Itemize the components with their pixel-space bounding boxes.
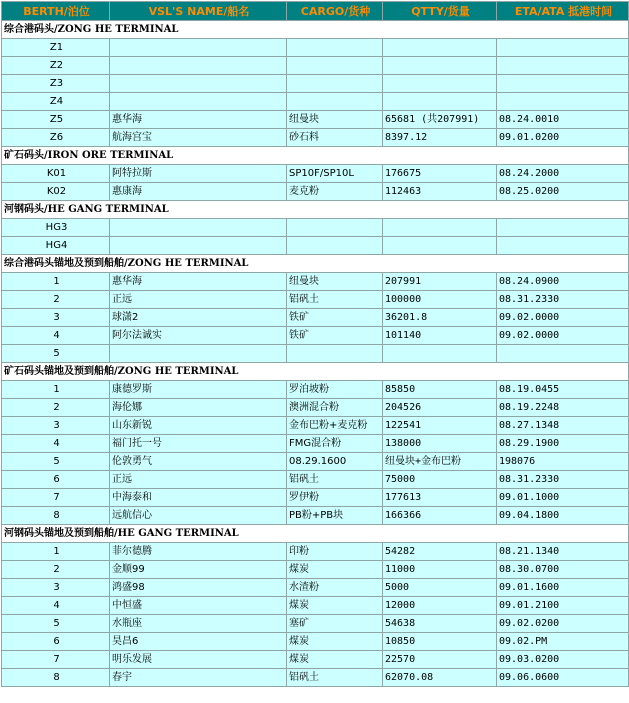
vessel-name-cell: 水瓶座 [110, 615, 287, 633]
quantity-cell: 75000 [383, 471, 497, 489]
cargo-cell: 铝矾土 [287, 291, 383, 309]
berth-cell: 7 [2, 489, 110, 507]
eta-cell: 08.24.2000 [497, 165, 629, 183]
cargo-cell: 铁矿 [287, 327, 383, 345]
eta-cell: 09.06.0600 [497, 669, 629, 687]
berth-cell: K01 [2, 165, 110, 183]
table-row [2, 309, 629, 327]
quantity-cell: 12000 [383, 597, 497, 615]
header-eta: ETA/ATA 抵港时间 [497, 2, 629, 21]
vessel-name-cell [110, 219, 287, 237]
vessel-name-cell [110, 237, 287, 255]
cargo-cell [287, 93, 383, 111]
vessel-name-cell: 菲尔德腾 [110, 543, 287, 561]
quantity-cell: 177613 [383, 489, 497, 507]
section-title: 综合港码头锚地及预到船舶/ZONG HE TERMINAL [2, 255, 629, 273]
quantity-cell: 纽曼块+金布巴粉 [383, 453, 497, 471]
berth-cell: 1 [2, 381, 110, 399]
section-header-row [2, 201, 629, 219]
berth-cell: 8 [2, 507, 110, 525]
header-cargo: CARGO/货种 [287, 2, 383, 21]
header-berth: BERTH/泊位 [2, 2, 110, 21]
eta-cell: 08.29.1900 [497, 435, 629, 453]
section-title: 河钢码头/HE GANG TERMINAL [2, 201, 629, 219]
cargo-cell: 煤炭 [287, 561, 383, 579]
berth-cell: 4 [2, 327, 110, 345]
berth-cell: 3 [2, 579, 110, 597]
eta-cell: 08.19.0455 [497, 381, 629, 399]
quantity-cell [383, 57, 497, 75]
table-row [2, 111, 629, 129]
eta-cell: 08.21.1340 [497, 543, 629, 561]
berth-cell: Z6 [2, 129, 110, 147]
eta-cell: 09.02.0000 [497, 327, 629, 345]
quantity-cell: 62070.08 [383, 669, 497, 687]
quantity-cell: 5000 [383, 579, 497, 597]
cargo-cell: 麦克粉 [287, 183, 383, 201]
quantity-cell: 8397.12 [383, 129, 497, 147]
quantity-cell [383, 345, 497, 363]
eta-cell: 08.25.0200 [497, 183, 629, 201]
table-row [2, 489, 629, 507]
table-row [2, 543, 629, 561]
berth-schedule-table [1, 1, 629, 687]
cargo-cell [287, 219, 383, 237]
quantity-cell: 85850 [383, 381, 497, 399]
quantity-cell: 22570 [383, 651, 497, 669]
berth-cell: Z2 [2, 57, 110, 75]
eta-cell: 08.24.0010 [497, 111, 629, 129]
eta-cell: 09.02.0000 [497, 309, 629, 327]
vessel-name-cell: 正远 [110, 291, 287, 309]
cargo-cell: 澳洲混合粉 [287, 399, 383, 417]
vessel-name-cell: 伦敦勇气 [110, 453, 287, 471]
section-title: 综合港码头/ZONG HE TERMINAL [2, 21, 629, 39]
quantity-cell [383, 75, 497, 93]
berth-cell: 1 [2, 273, 110, 291]
eta-cell [497, 237, 629, 255]
cargo-cell: SP10F/SP10L [287, 165, 383, 183]
cargo-cell [287, 345, 383, 363]
cargo-cell: FMG混合粉 [287, 435, 383, 453]
cargo-cell: 铁矿 [287, 309, 383, 327]
table-row [2, 597, 629, 615]
berth-cell: 8 [2, 669, 110, 687]
table-row [2, 471, 629, 489]
table-row [2, 75, 629, 93]
vessel-name-cell [110, 75, 287, 93]
quantity-cell: 122541 [383, 417, 497, 435]
header-row [2, 2, 629, 21]
table-row [2, 399, 629, 417]
cargo-cell: 煤炭 [287, 651, 383, 669]
berth-cell: 5 [2, 615, 110, 633]
vessel-name-cell: 航海宫宝 [110, 129, 287, 147]
quantity-cell: 100000 [383, 291, 497, 309]
quantity-cell: 166366 [383, 507, 497, 525]
cargo-cell [287, 39, 383, 57]
eta-cell: 09.01.0200 [497, 129, 629, 147]
quantity-cell: 207991 [383, 273, 497, 291]
quantity-cell: 65681 (共207991) [383, 111, 497, 129]
berth-cell: 2 [2, 399, 110, 417]
vessel-name-cell: 阿特拉斯 [110, 165, 287, 183]
quantity-cell: 101140 [383, 327, 497, 345]
header-quantity: QTTY/货量 [383, 2, 497, 21]
vessel-name-cell: 惠华海 [110, 111, 287, 129]
berth-cell: 4 [2, 597, 110, 615]
table-row [2, 417, 629, 435]
vessel-name-cell: 山东新锐 [110, 417, 287, 435]
vessel-name-cell: 金顺99 [110, 561, 287, 579]
section-header-row [2, 147, 629, 165]
vessel-name-cell: 球潇2 [110, 309, 287, 327]
berth-cell: 6 [2, 633, 110, 651]
table-row [2, 561, 629, 579]
table-row [2, 345, 629, 363]
berth-cell: 5 [2, 453, 110, 471]
eta-cell [497, 345, 629, 363]
eta-cell: 08.27.1348 [497, 417, 629, 435]
eta-cell: 09.03.0200 [497, 651, 629, 669]
section-header-row [2, 255, 629, 273]
vessel-name-cell: 明乐发展 [110, 651, 287, 669]
cargo-cell: 金布巴粉+麦克粉 [287, 417, 383, 435]
table-row [2, 633, 629, 651]
eta-cell: 08.30.0700 [497, 561, 629, 579]
cargo-cell [287, 237, 383, 255]
vessel-name-cell [110, 93, 287, 111]
berth-cell: 3 [2, 417, 110, 435]
table-row [2, 651, 629, 669]
eta-cell [497, 39, 629, 57]
eta-cell: 09.02.0200 [497, 615, 629, 633]
quantity-cell: 36201.8 [383, 309, 497, 327]
table-row [2, 129, 629, 147]
vessel-name-cell: 福门托一号 [110, 435, 287, 453]
cargo-cell: 煤炭 [287, 597, 383, 615]
berth-cell: Z5 [2, 111, 110, 129]
berth-cell: HG4 [2, 237, 110, 255]
berth-cell: 2 [2, 291, 110, 309]
vessel-name-cell [110, 345, 287, 363]
berth-cell: Z4 [2, 93, 110, 111]
vessel-name-cell: 中海泰和 [110, 489, 287, 507]
berth-cell: HG3 [2, 219, 110, 237]
cargo-cell: 铝矾土 [287, 669, 383, 687]
header-vessel-name: VSL'S NAME/船名 [110, 2, 287, 21]
eta-cell: 09.01.2100 [497, 597, 629, 615]
quantity-cell: 112463 [383, 183, 497, 201]
quantity-cell: 204526 [383, 399, 497, 417]
eta-cell: 09.01.1000 [497, 489, 629, 507]
section-header-row [2, 21, 629, 39]
cargo-cell: 08.29.1600 [287, 453, 383, 471]
quantity-cell: 176675 [383, 165, 497, 183]
section-title: 河钢码头锚地及预到船舶/HE GANG TERMINAL [2, 525, 629, 543]
table-row [2, 615, 629, 633]
berth-cell: 4 [2, 435, 110, 453]
eta-cell: 198076 [497, 453, 629, 471]
quantity-cell: 10850 [383, 633, 497, 651]
table-row [2, 93, 629, 111]
quantity-cell [383, 219, 497, 237]
eta-cell [497, 219, 629, 237]
quantity-cell: 54638 [383, 615, 497, 633]
vessel-name-cell [110, 39, 287, 57]
cargo-cell: 砂石料 [287, 129, 383, 147]
eta-cell [497, 75, 629, 93]
section-title: 矿石码头锚地及预到船舶/ZONG HE TERMINAL [2, 363, 629, 381]
vessel-name-cell: 鸿盛98 [110, 579, 287, 597]
cargo-cell: 铝矾土 [287, 471, 383, 489]
table-row [2, 183, 629, 201]
quantity-cell: 54282 [383, 543, 497, 561]
eta-cell: 09.04.1800 [497, 507, 629, 525]
table-row [2, 291, 629, 309]
table-row [2, 453, 629, 471]
berth-cell: 6 [2, 471, 110, 489]
table-row [2, 273, 629, 291]
vessel-name-cell: 惠康海 [110, 183, 287, 201]
table-row [2, 237, 629, 255]
berth-cell: 5 [2, 345, 110, 363]
vessel-name-cell: 康德罗斯 [110, 381, 287, 399]
eta-cell [497, 57, 629, 75]
section-header-row [2, 363, 629, 381]
cargo-cell: 纽曼块 [287, 111, 383, 129]
eta-cell: 09.01.1600 [497, 579, 629, 597]
quantity-cell [383, 39, 497, 57]
berth-cell: Z3 [2, 75, 110, 93]
quantity-cell [383, 237, 497, 255]
table-row [2, 57, 629, 75]
vessel-name-cell: 惠华海 [110, 273, 287, 291]
vessel-name-cell: 正远 [110, 471, 287, 489]
vessel-name-cell [110, 57, 287, 75]
cargo-cell: 印粉 [287, 543, 383, 561]
table-row [2, 219, 629, 237]
cargo-cell [287, 75, 383, 93]
eta-cell [497, 93, 629, 111]
quantity-cell: 138000 [383, 435, 497, 453]
vessel-name-cell: 春宇 [110, 669, 287, 687]
quantity-cell: 11000 [383, 561, 497, 579]
table-row [2, 327, 629, 345]
berth-cell: 7 [2, 651, 110, 669]
eta-cell: 08.31.2330 [497, 291, 629, 309]
berth-cell: Z1 [2, 39, 110, 57]
table-row [2, 579, 629, 597]
quantity-cell [383, 93, 497, 111]
cargo-cell: 塞矿 [287, 615, 383, 633]
section-title: 矿石码头/IRON ORE TERMINAL [2, 147, 629, 165]
table-row [2, 507, 629, 525]
berth-cell: 3 [2, 309, 110, 327]
vessel-name-cell: 昊昌6 [110, 633, 287, 651]
table-row [2, 381, 629, 399]
section-header-row [2, 525, 629, 543]
cargo-cell: PB粉+PB块 [287, 507, 383, 525]
cargo-cell: 煤炭 [287, 633, 383, 651]
table-row [2, 669, 629, 687]
cargo-cell [287, 57, 383, 75]
vessel-name-cell: 中恒盛 [110, 597, 287, 615]
cargo-cell: 罗伊粉 [287, 489, 383, 507]
eta-cell: 08.24.0900 [497, 273, 629, 291]
vessel-name-cell: 海伦娜 [110, 399, 287, 417]
vessel-name-cell: 远航信心 [110, 507, 287, 525]
table-row [2, 165, 629, 183]
cargo-cell: 罗泊坡粉 [287, 381, 383, 399]
cargo-cell: 纽曼块 [287, 273, 383, 291]
table-row [2, 435, 629, 453]
schedule-body [2, 21, 629, 687]
table-row [2, 39, 629, 57]
eta-cell: 08.31.2330 [497, 471, 629, 489]
berth-cell: 1 [2, 543, 110, 561]
eta-cell: 09.02.PM [497, 633, 629, 651]
vessel-name-cell: 阿尔法诚实 [110, 327, 287, 345]
berth-cell: K02 [2, 183, 110, 201]
cargo-cell: 水渣粉 [287, 579, 383, 597]
eta-cell: 08.19.2248 [497, 399, 629, 417]
berth-cell: 2 [2, 561, 110, 579]
